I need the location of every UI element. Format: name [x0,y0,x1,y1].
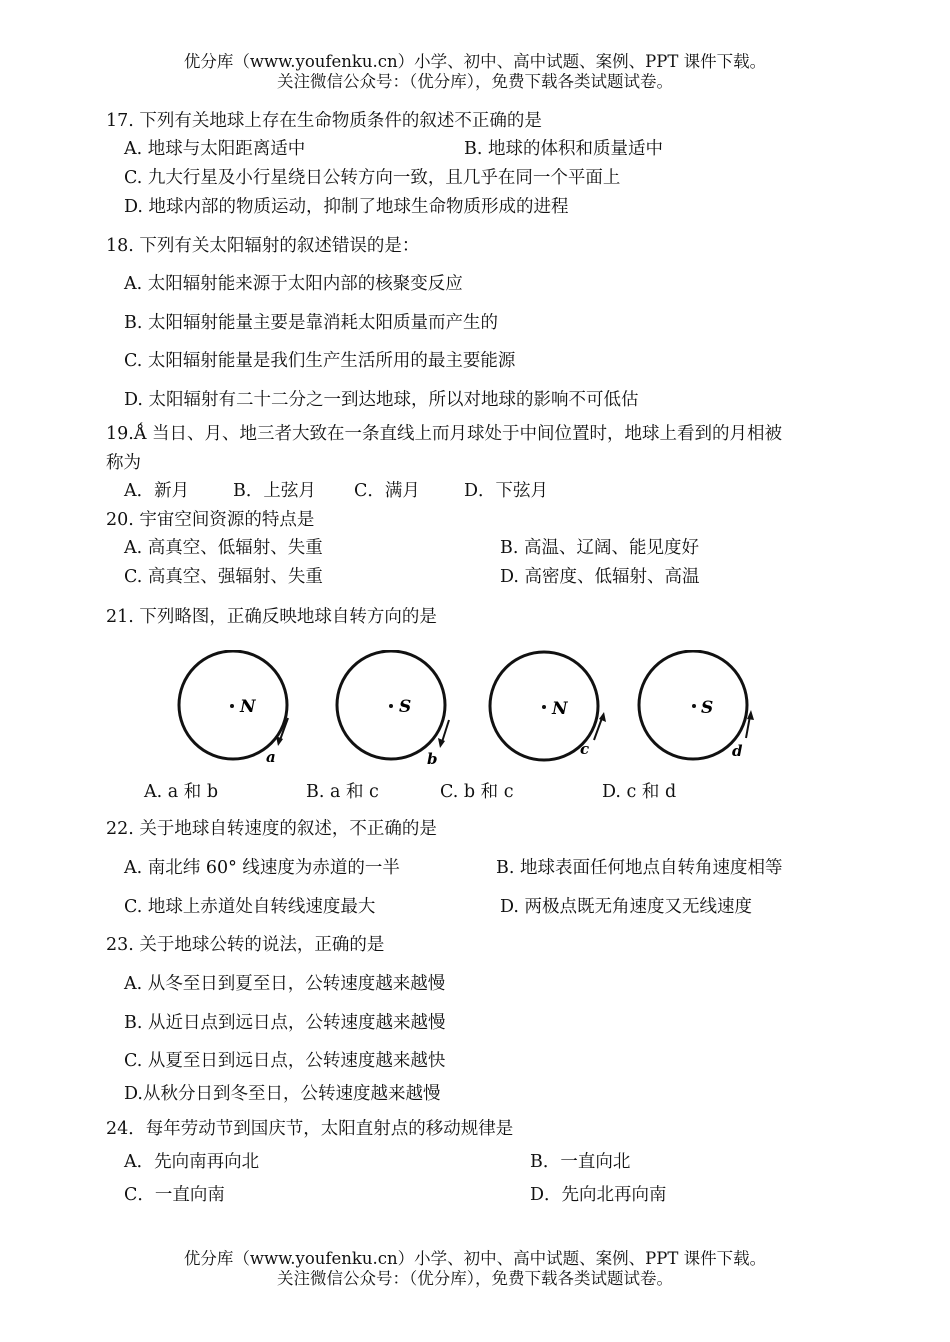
arrow-label-c: c [580,740,590,758]
rotation-diagram-b [330,650,460,770]
question-18-option-b: B. 太阳辐射能量主要是靠消耗太阳质量而产生的 [124,313,498,333]
question-24-option-d: D．先向北再向南 [530,1185,667,1205]
question-21-option-b: B. a 和 c [306,782,379,802]
question-23-option-b: B. 从近日点到远日点，公转速度越来越慢 [124,1013,446,1033]
pole-label-s: S [399,697,412,717]
question-17-option-b: B. 地球的体积和质量适中 [464,139,663,159]
question-21-stem: 21. 下列略图，正确反映地球自转方向的是 [106,607,437,627]
pole-label-n: N [240,697,256,717]
question-18-option-d: D. 太阳辐射有二十二分之一到达地球，所以对地球的影响不可低估 [124,390,639,410]
question-19-stem-line-2: 称为 [106,453,141,473]
question-22-option-b: B. 地球表面任何地点自转角速度相等 [496,858,783,878]
header-line-2: 关注微信公众号：（优分库），免费下载各类试题试卷。 [277,72,673,91]
question-23-stem: 23. 关于地球公转的说法，正确的是 [106,935,385,955]
question-23-option-c: C. 从夏至日到远日点，公转速度越来越快 [124,1051,446,1071]
question-19-stem-line-1: 19.Ǻ 当日、月、地三者大致在一条直线上而月球处于中间位置时，地球上看到的月相被 [106,424,783,444]
question-17-option-d: D. 地球内部的物质运动，抑制了地球生命物质形成的进程 [124,197,569,217]
question-22-stem: 22. 关于地球自转速度的叙述，不正确的是 [106,819,437,839]
question-20-option-b: B. 高温、辽阔、能见度好 [500,538,699,558]
question-23-option-a: A. 从冬至日到夏至日，公转速度越来越慢 [124,974,446,994]
question-18-option-c: C. 太阳辐射能量是我们生产生活所用的最主要能源 [124,351,516,371]
question-21-option-c: C. b 和 c [440,782,514,802]
question-21-option-a: A. a 和 b [144,782,219,802]
question-24-option-a: A．先向南再向北 [124,1152,260,1172]
question-19-option-b: B．上弦月 [233,481,316,501]
question-22-option-a: A. 南北纬 60° 线速度为赤道的一半 [124,858,400,878]
question-21-option-d: D. c 和 d [602,782,677,802]
question-24-option-b: B．一直向北 [530,1152,631,1172]
question-17-stem: 17. 下列有关地球上存在生命物质条件的叙述不正确的是 [106,111,542,131]
header-line-1: 优分库（www.youfenku.cn）小学、初中、高中试题、案例、PPT 课件下载。 [183,52,767,71]
pole-label-n: N [552,699,568,719]
question-20-option-a: A. 高真空、低辐射、失重 [124,538,323,558]
rotation-diagram-a [170,650,300,770]
arrow-label-a: a [266,748,276,766]
question-17-option-c: C. 九大行星及小行星绕日公转方向一致，且几乎在同一个平面上 [124,168,621,188]
question-17-option-a: A. 地球与太阳距离适中 [124,139,306,159]
question-20-option-d: D. 高密度、低辐射、高温 [500,567,700,587]
question-23-option-d: D.从秋分日到冬至日，公转速度越来越慢 [124,1084,441,1104]
arrow-label-b: b [427,750,438,768]
question-19-option-c: C．满月 [354,481,420,501]
question-20-option-c: C. 高真空、强辐射、失重 [124,567,323,587]
question-18-stem: 18. 下列有关太阳辐射的叙述错误的是： [106,236,420,256]
rotation-diagram-c [482,650,612,770]
question-24-stem: 24．每年劳动节到国庆节，太阳直射点的移动规律是 [106,1119,514,1139]
question-19-option-a: A．新月 [124,481,190,501]
question-19-option-d: D．下弦月 [464,481,549,501]
question-22-option-c: C. 地球上赤道处自转线速度最大 [124,897,376,917]
pole-label-s: S [701,698,714,718]
footer-line-2: 关注微信公众号：（优分库），免费下载各类试题试卷。 [277,1269,673,1288]
question-22-option-d: D. 两极点既无角速度又无线速度 [500,897,753,917]
footer-line-1: 优分库（www.youfenku.cn）小学、初中、高中试题、案例、PPT 课件下载。 [183,1249,767,1268]
arrow-label-d: d [732,742,743,760]
rotation-diagram-d [632,650,762,770]
question-18-option-a: A. 太阳辐射能来源于太阳内部的核聚变反应 [124,274,463,294]
question-20-stem: 20. 宇宙空间资源的特点是 [106,510,315,530]
question-24-option-c: C．一直向南 [124,1185,225,1205]
